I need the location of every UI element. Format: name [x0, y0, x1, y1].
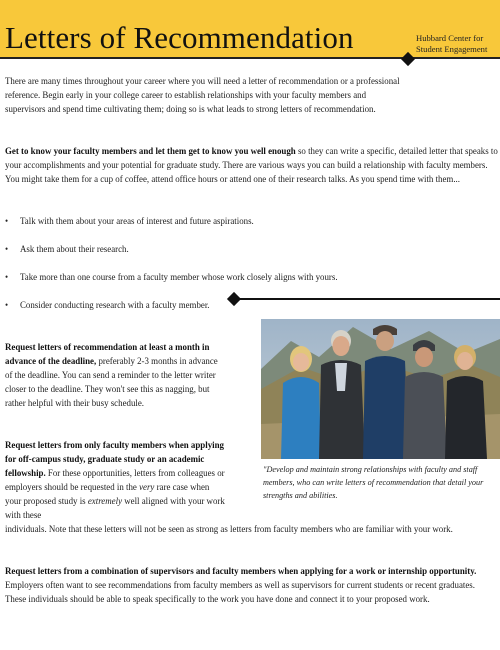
- section-divider: [238, 298, 500, 300]
- bullet-icon: •: [5, 272, 9, 282]
- bullet-icon: •: [5, 300, 9, 310]
- org-name-line2: Student Engagement: [416, 44, 488, 54]
- emphasis-very: very: [139, 482, 155, 493]
- emphasis-extremely: extremely: [87, 496, 123, 507]
- request-faculty-continued: individuals. Note that these letters will not be seen as strong as letters from faculty members who are familiar with your work.: [5, 524, 453, 534]
- list-item-text: Talk with them about your areas of interest and future aspirations.: [20, 216, 254, 226]
- header-divider: [0, 57, 500, 59]
- request-early-paragraph: [5, 340, 227, 410]
- bullet-icon: •: [5, 244, 9, 254]
- request-faculty-body-a: For these opportunities, letters from colleagues or employers should be requested in the: [5, 468, 225, 493]
- request-faculty-body-b: rare case when your proposed study is: [5, 482, 210, 507]
- request-combo-body: Employers often want to see recommendations from faculty members as well as supervisors for current students or recent graduates. These individuals should be able to speak specifically to the work you have done and connect it to your proposed work.: [5, 580, 475, 605]
- get-to-know-paragraph: [5, 144, 499, 186]
- group-photo: [261, 319, 500, 459]
- org-name-line1: Hubbard Center for: [416, 33, 484, 43]
- bullet-icon: •: [5, 216, 9, 226]
- page-title: Letters of Recommendation: [5, 20, 354, 55]
- list-item-text: Ask them about their research.: [20, 244, 129, 254]
- get-to-know-lead: Get to know your faculty members and let them get to know you well enough: [5, 146, 296, 156]
- request-early-lead: Request letters of recommendation at least a month in advance of the deadline,: [5, 342, 210, 367]
- list-item-text: Take more than one course from a faculty member whose work closely aligns with yours.: [20, 272, 338, 282]
- request-combo-lead: Request letters from a combination of supervisors and faculty members when applying for a work or internship opportunity.: [5, 566, 477, 576]
- photo-caption: "Develop and maintain strong relationships with faculty and staff members, who can write letters of recommendation that detail your strengths and abilities.: [263, 465, 484, 501]
- request-faculty-lead: Request letters from only faculty members when applying for off-campus study, graduate study or an academic fellowship.: [5, 440, 224, 479]
- request-faculty-body-c: well aligned with your work with these: [5, 496, 225, 521]
- request-early-body: preferably 2-3 months in advance of the deadline. You can send a reminder to the letter writer closer to the deadline. They won't see this as nagging, but rather helpful with their busy schedule.: [5, 356, 218, 409]
- get-to-know-body: so they can write a specific, detailed letter that speaks to your accomplishments and your potential for graduate study. There are various ways you can build a relationship with faculty members. You might take them for a cup of coffee, attend office hours or attend one of their research talks. As you spend time with them...: [5, 146, 498, 185]
- list-item-text: Consider conducting research with a faculty member.: [20, 300, 210, 310]
- request-faculty-paragraph: [5, 438, 227, 523]
- org-name: [416, 33, 492, 55]
- request-combo-paragraph: [5, 564, 495, 606]
- group-photo-illustration: [261, 319, 500, 459]
- intro-paragraph: There are many times throughout your career where you will need a letter of recommendation or a professional reference. Begin early in your college career to establish relationships with your faculty members and supervisors and spend time cultivating them; doing so is what leads to strong letters of recommendation.: [5, 76, 400, 115]
